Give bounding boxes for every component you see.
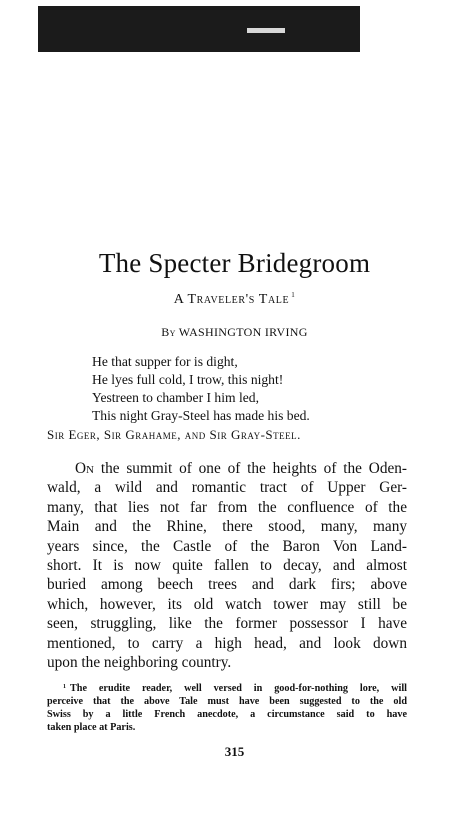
body-line: years since, the Castle of the Baron Von Land- <box>47 537 407 555</box>
byline <box>0 325 469 340</box>
scan-header-bar <box>38 6 360 52</box>
body-line <box>47 459 407 478</box>
body-line: many, that lies not far from the confluence of the <box>47 498 407 516</box>
subtitle <box>0 291 469 308</box>
body-line: which, however, its old watch tower may still be <box>47 595 407 613</box>
body-line: upon the neighboring country. <box>47 654 232 672</box>
body-line: wald, a wild and romantic tract of Upper Ger- <box>47 479 407 497</box>
epigraph-source: Sir Eger, Sir Grahame, and Sir Gray-Steel. <box>47 427 301 442</box>
footnote-marker: 1 <box>63 684 66 690</box>
body-lead-word: On <box>75 460 94 477</box>
scan-header-mark <box>247 28 285 33</box>
footnote <box>47 681 407 734</box>
body-line: buried among beech trees and dark firs; above <box>47 576 407 594</box>
footnote-line: Swiss by a little French anecdote, a circumstance said to have <box>47 709 407 720</box>
verse-line: This night Gray-Steel has made his bed. <box>92 408 310 423</box>
epigraph-verse <box>92 353 310 425</box>
subtitle-text: A Traveler's Tale <box>173 292 290 307</box>
page-number: 315 <box>224 744 245 759</box>
footnote-line-text: The erudite reader, well versed in good-for-nothing lore, will <box>70 683 407 694</box>
footnote-line: perceive that the above Tale must have been suggested to the old <box>47 696 407 707</box>
body-paragraph <box>47 459 407 672</box>
footnote-line <box>47 681 407 695</box>
footnote-line: taken place at Paris. <box>47 722 136 733</box>
verse-line: He lyes full cold, I trow, this night! <box>92 372 284 387</box>
body-line: mentioned, to carry a high head, and look down <box>47 634 407 652</box>
subtitle-footnote-marker: 1 <box>291 291 296 299</box>
verse-line: Yestreen to chamber I him led, <box>92 390 259 405</box>
byline-by: By <box>161 325 176 339</box>
page-title: The Specter Bridegroom <box>98 248 371 278</box>
body-line: seen, struggling, like the former possessor I have <box>47 615 407 633</box>
body-line: Main and the Rhine, there stood, many, many <box>47 518 407 536</box>
byline-author: WASHINGTON IRVING <box>178 325 308 339</box>
body-line: short. It is now quite fallen to decay, and almost <box>47 557 407 575</box>
verse-line: He that supper for is dight, <box>92 354 238 369</box>
body-line-text: the summit of one of the heights of the Oden- <box>94 460 407 477</box>
